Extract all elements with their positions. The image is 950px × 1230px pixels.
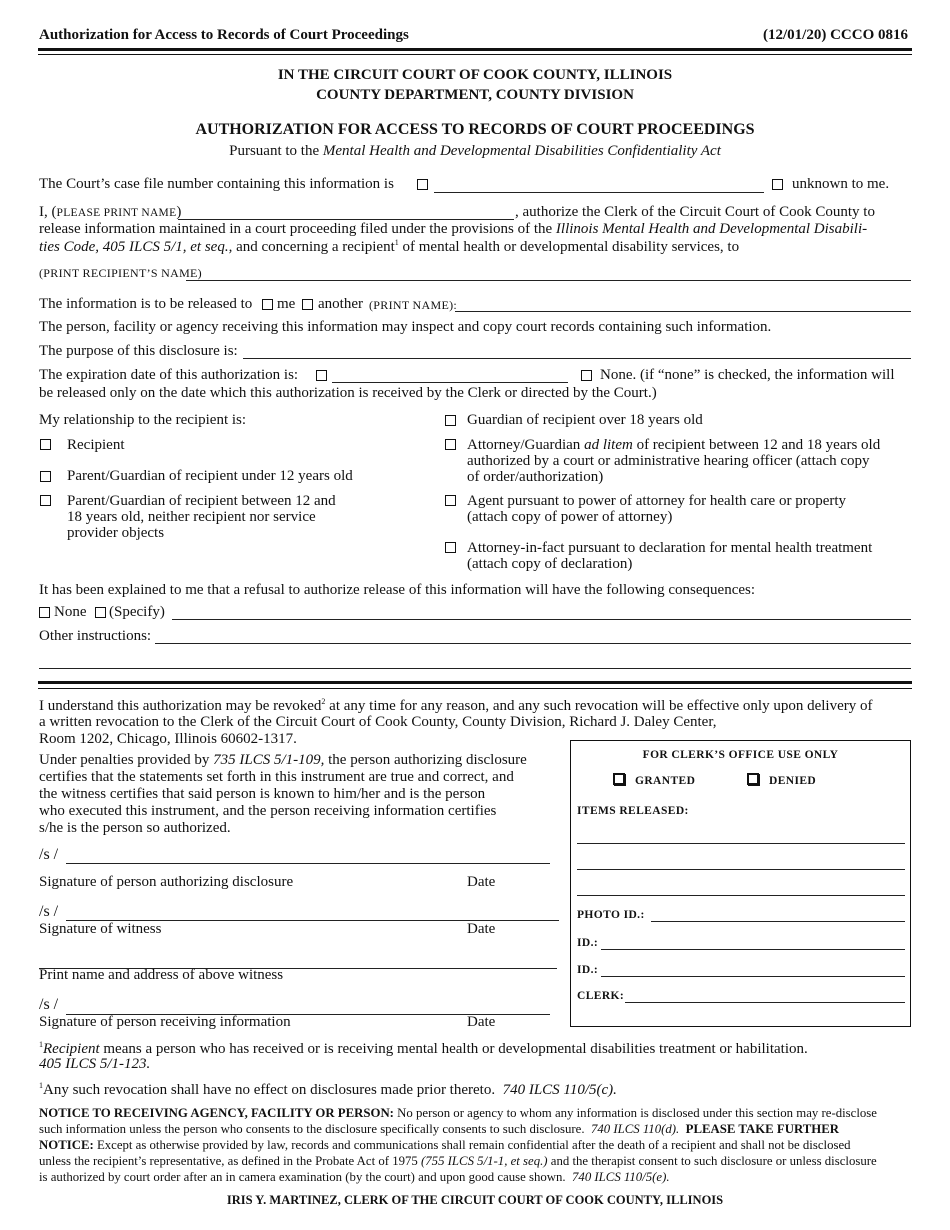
page-title: AUTHORIZATION FOR ACCESS TO RECORDS OF COURT PROCEEDINGS (195, 121, 755, 138)
court-division: COUNTY DEPARTMENT, COUNTY DIVISION (316, 87, 634, 103)
revoke-line-3: Room 1202, Chicago, Illinois 60602-1317. (39, 731, 297, 747)
rel-attorney-in-fact-checkbox[interactable] (445, 542, 456, 553)
other-instructions-field[interactable] (155, 643, 911, 644)
items-released-field-3[interactable] (577, 895, 905, 896)
consequences-none-checkbox[interactable] (39, 607, 50, 618)
signature-authorizing-field[interactable] (66, 863, 550, 864)
revoke-line-2: a written revocation to the Clerk of the Circuit Court of Cook County, County Division, Richard J. Daley Center, (39, 714, 717, 730)
expiration-none-label: None. (if “none” is checked, the information will (600, 367, 895, 383)
sig-witness-date-label: Date (467, 921, 496, 937)
rel-parent-12to18-label: Parent/Guardian of recipient between 12 and 18 years old, neither recipient nor service provider objects (67, 493, 336, 541)
rel-recipient-label: Recipient (67, 437, 125, 453)
expiration-date-field[interactable] (332, 382, 568, 383)
items-released-field-1[interactable] (577, 843, 905, 844)
rel-attorney-in-fact-label: Attorney-in-fact pursuant to declaration for mental health treatment (attach copy of declaration) (467, 540, 873, 572)
consequences-label: It has been explained to me that a refusal to authorize release of this information will have the following consequences: (39, 582, 756, 598)
clerk-use-box (570, 740, 911, 1027)
recipient-name-field[interactable] (186, 280, 911, 281)
case-file-label: The Court’s case file number containing this information is (39, 176, 394, 192)
consequences-none-label: None (54, 604, 87, 620)
unknown-checkbox[interactable] (772, 179, 783, 190)
purpose-label: The purpose of this disclosure is: (39, 343, 238, 359)
rel-guardian-over18-checkbox[interactable] (445, 415, 456, 426)
relationship-label: My relationship to the recipient is: (39, 412, 247, 428)
header-rule-thin (38, 54, 912, 55)
expiration-none-checkbox[interactable] (581, 370, 592, 381)
case-file-number-field[interactable] (434, 192, 764, 193)
authorize-intro: I, (PLEASE PRINT NAME) (39, 204, 182, 220)
release-me-label: me (277, 296, 296, 312)
sig-receiving-date-label: Date (467, 1014, 496, 1030)
photo-id-field[interactable] (651, 921, 905, 922)
purpose-field[interactable] (243, 358, 911, 359)
form-code: (12/01/20) CCCO 0816 (763, 27, 908, 43)
rel-agent-poa-checkbox[interactable] (445, 495, 456, 506)
photo-id-label: PHOTO ID.: (577, 909, 645, 921)
rel-guardian-over18-label: Guardian of recipient over 18 years old (467, 412, 703, 428)
expiration-date-checkbox[interactable] (316, 370, 327, 381)
release-print-name-label: (PRINT NAME): (369, 298, 458, 312)
clerk-box-title: FOR CLERK’S OFFICE USE ONLY (642, 749, 839, 761)
recipient-name-label: (PRINT RECIPIENT’S NAME) (39, 266, 202, 280)
revoke-line-1: I understand this authorization may be revoked$^2$ at any time for any reason, and any such revocation will be effective only upon delivery of (39, 697, 873, 714)
granted-checkbox[interactable] (613, 773, 625, 785)
consequences-specify-checkbox[interactable] (95, 607, 106, 618)
rel-attorney-guardian-label: Attorney/Guardian ad litem of recipient between 12 and 18 years old authorized by a court or administrative hearing officer (attach copy of order/authorization) (467, 437, 881, 485)
clerk-field[interactable] (625, 1002, 905, 1003)
id-field-1[interactable] (601, 949, 905, 950)
court-name: IN THE CIRCUIT COURT OF COOK COUNTY, ILLINOIS (277, 67, 673, 83)
rel-recipient-checkbox[interactable] (40, 439, 51, 450)
footnote-1: $^1$Recipient means a person who has received or is receiving mental health or developmental disabilities treatment or habilitation. (39, 1040, 808, 1057)
sig-receiving-label: Signature of person receiving information (39, 1014, 291, 1030)
id-label-2: ID.: (577, 964, 599, 976)
rel-parent-under12-checkbox[interactable] (40, 471, 51, 482)
sig-mark-receiving: /s / (39, 996, 59, 1013)
consequences-specify-field[interactable] (172, 619, 911, 620)
release-another-name-field[interactable] (455, 311, 911, 312)
authorize-line-3: ties Code, 405 ILCS 5/1, et seq., and concerning a recipient$^1$ of mental health or developmental disability services, to (39, 238, 740, 255)
release-another-label: another (318, 296, 363, 312)
section-rule-thin (38, 688, 912, 689)
sig-mark-authorizing: /s / (39, 846, 59, 863)
denied-label: DENIED (769, 775, 817, 787)
other-instructions-label: Other instructions: (39, 628, 152, 644)
authorize-line-2: release information maintained in a court proceeding filed under the provisions of the Illinois Mental Health and Developmental Disabili- (39, 221, 868, 237)
rel-parent-under12-label: Parent/Guardian of recipient under 12 years old (67, 468, 353, 484)
sig-authorizing-label: Signature of person authorizing disclosure (39, 874, 294, 890)
granted-label: GRANTED (635, 775, 696, 787)
authorizer-name-field[interactable] (178, 219, 514, 220)
other-instructions-field-2[interactable] (39, 668, 911, 669)
form-title: Authorization for Access to Records of Court Proceedings (39, 27, 409, 43)
print-witness-label: Print name and address of above witness (39, 967, 284, 983)
id-label-1: ID.: (577, 937, 599, 949)
sig-witness-label: Signature of witness (39, 921, 162, 937)
release-another-checkbox[interactable] (302, 299, 313, 310)
id-field-2[interactable] (601, 976, 905, 977)
page-subtitle: Pursuant to the Mental Health and Developmental Disabilities Confidentiality Act (229, 143, 721, 159)
authorize-clerk-text: , authorize the Clerk of the Circuit Court of Cook County to (515, 204, 875, 220)
footnote-2: $^1$Any such revocation shall have no effect on disclosures made prior thereto. 740 ILCS 110/5(c). (39, 1081, 617, 1098)
expiration-none-continued: be released only on the date which this authorization is received by the Clerk or directed by the Court.) (39, 385, 657, 401)
notice-block: NOTICE TO RECEIVING AGENCY, FACILITY OR PERSON: No person or agency to whom any information is disclosed under this section may re-disclose such information unless the person who consents to the disclosure specifically consents to such disclosure. 740 ILCS 110(d). PLEASE TAKE FURTHER NOTICE: Except as otherwise provided by law, records and communications shall remain confidential after the death of a recipient and shall not be disclosed unless the recipient’s representative, as defined in the Probate Act of 1975 (755 ILCS 5/1-1, et seq.) and the therapist consent to such disclosure or unless disclosure is authorized by court order after an in camera examination (by the court) and upon good cause shown. 740 ILCS 110/5(e). (39, 1106, 877, 1184)
unknown-label: unknown to me. (792, 176, 890, 192)
clerk-footer: IRIS Y. MARTINEZ, CLERK OF THE CIRCUIT COURT OF COOK COUNTY, ILLINOIS (226, 1193, 724, 1207)
rel-agent-poa-label: Agent pursuant to power of attorney for health care or property (attach copy of power of attorney) (467, 493, 847, 525)
sig-authorizing-date-label: Date (467, 874, 496, 890)
items-released-label: ITEMS RELEASED: (577, 805, 689, 817)
denied-checkbox[interactable] (747, 773, 759, 785)
case-file-checkbox[interactable] (417, 179, 428, 190)
consequences-specify-label: (Specify) (109, 604, 165, 620)
release-label: The information is to be released to (39, 296, 253, 312)
expiration-label: The expiration date of this authorization is: (39, 367, 299, 383)
inspect-statement: The person, facility or agency receiving this information may inspect and copy court records containing such information. (39, 319, 772, 335)
rel-parent-12to18-checkbox[interactable] (40, 495, 51, 506)
section-rule-thick (38, 681, 912, 684)
rel-attorney-guardian-checkbox[interactable] (445, 439, 456, 450)
penalties-statement: Under penalties provided by 735 ILCS 5/1-109, the person authorizing disclosure certifies that the statements set forth in this instrument are true and correct, and the witness certifies that said person is known to him/her and is the person who executed this instrument, and the person receiving information certifies s/he is the person so authorized. (39, 752, 527, 836)
items-released-field-2[interactable] (577, 869, 905, 870)
sig-mark-witness: /s / (39, 903, 59, 920)
release-me-checkbox[interactable] (262, 299, 273, 310)
header-rule-thick (38, 48, 912, 51)
clerk-label: CLERK: (577, 990, 625, 1002)
footnote-1-cite: 405 ILCS 5/1-123. (39, 1056, 151, 1072)
